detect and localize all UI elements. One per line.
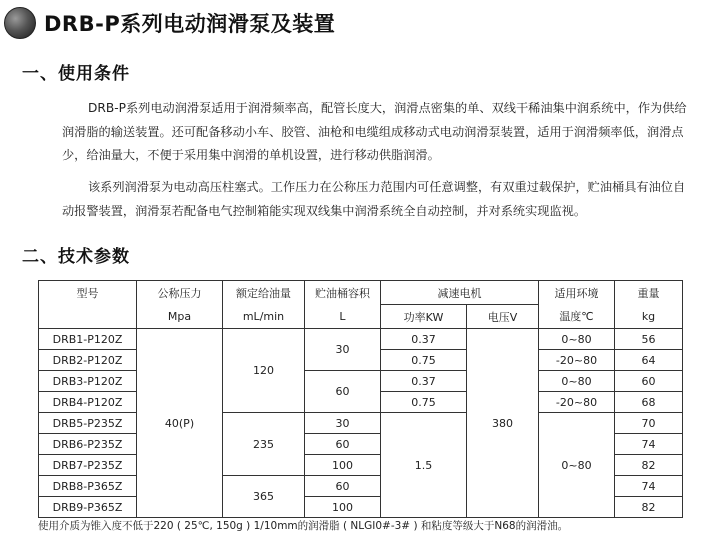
cell-weight: 74 xyxy=(615,476,683,497)
header-flow: 额定给油量 xyxy=(223,281,305,305)
spec-table xyxy=(38,280,683,518)
cell-tank: 30 xyxy=(305,413,381,434)
cell-tank: 60 xyxy=(305,371,381,413)
cell-model: DRB8-P365Z xyxy=(39,476,137,497)
cell-model: DRB1-P120Z xyxy=(39,329,137,350)
section-heading-params: 二、技术参数 xyxy=(22,247,130,267)
cell-weight: 82 xyxy=(615,455,683,476)
header-voltage: 电压V xyxy=(467,305,539,329)
cell-flow: 120 xyxy=(223,329,305,413)
header-weight: 重量 xyxy=(615,281,683,305)
cell-model: DRB2-P120Z xyxy=(39,350,137,371)
cell-temp: 0~80 xyxy=(539,413,615,518)
table-row xyxy=(39,329,683,350)
cell-weight: 70 xyxy=(615,413,683,434)
cell-weight: 82 xyxy=(615,497,683,518)
paragraph-2 xyxy=(62,176,697,223)
header-power: 功率KW xyxy=(381,305,467,329)
header-pressure: 公称压力 xyxy=(137,281,223,305)
header-tank: 贮油桶容积 xyxy=(305,281,381,305)
paragraph-1 xyxy=(62,97,697,168)
cell-flow: 235 xyxy=(223,413,305,476)
bullet-ball-icon xyxy=(4,7,36,39)
cell-model: DRB9-P365Z xyxy=(39,497,137,518)
unit-model xyxy=(39,305,137,329)
table-header-row xyxy=(39,281,683,305)
cell-power: 0.37 xyxy=(381,329,467,350)
cell-power: 0.75 xyxy=(381,392,467,413)
cell-power: 0.37 xyxy=(381,371,467,392)
paragraph-2-text: 该系列润滑泵为电动高压柱塞式。工作压力在公称压力范围内可任意调整，有双重过载保护，贮油桶具有油位自动报警装置，润滑泵若配备电气控制箱能实现双线集中润滑系统全自动控制，并对系统实现监视。 xyxy=(62,180,686,218)
paragraph-1-text: DRB-P系列电动润滑泵适用于润滑频率高，配管长度大，润滑点密集的单、双线干稀油集中润系统中，作为供给润滑脂的输送装置。还可配备移动小车、胶管、油枪和电缆组成移动式电动润滑泵装置，适用于润滑频率低，润滑点少，给油量大，不便于采用集中润滑的单机设置，进行移动供脂润滑。 xyxy=(62,101,687,162)
cell-flow: 365 xyxy=(223,476,305,518)
cell-temp: -20~80 xyxy=(539,350,615,371)
cell-weight: 60 xyxy=(615,371,683,392)
cell-voltage: 380 xyxy=(467,329,539,518)
cell-tank: 60 xyxy=(305,434,381,455)
cell-tank: 100 xyxy=(305,455,381,476)
footnote: 使用介质为锥入度不低于220 ( 25℃, 150g ) 1/10mm的润滑脂 ( NLGI0#-3# ) 和粘度等级大于N68的润滑油。 xyxy=(38,520,569,532)
unit-flow: mL/min xyxy=(223,305,305,329)
cell-temp: 0~80 xyxy=(539,329,615,350)
unit-weight: kg xyxy=(615,305,683,329)
header-motor: 减速电机 xyxy=(381,281,539,305)
cell-model: DRB7-P235Z xyxy=(39,455,137,476)
cell-tank: 30 xyxy=(305,329,381,371)
header-model: 型号 xyxy=(39,281,137,305)
table-unit-row xyxy=(39,305,683,329)
cell-power: 0.75 xyxy=(381,350,467,371)
unit-env: 温度℃ xyxy=(539,305,615,329)
cell-temp: 0~80 xyxy=(539,371,615,392)
cell-power: 1.5 xyxy=(381,413,467,518)
cell-model: DRB6-P235Z xyxy=(39,434,137,455)
cell-weight: 74 xyxy=(615,434,683,455)
cell-model: DRB3-P120Z xyxy=(39,371,137,392)
cell-model: DRB5-P235Z xyxy=(39,413,137,434)
section-heading-conditions: 一、使用条件 xyxy=(22,64,130,84)
cell-pressure: 40(P) xyxy=(137,329,223,518)
unit-tank: L xyxy=(305,305,381,329)
table-row xyxy=(39,371,683,392)
title-bar xyxy=(4,6,335,40)
table-row xyxy=(39,413,683,434)
cell-weight: 56 xyxy=(615,329,683,350)
header-env: 适用环境 xyxy=(539,281,615,305)
cell-tank: 60 xyxy=(305,476,381,497)
unit-pressure: Mpa xyxy=(137,305,223,329)
cell-model: DRB4-P120Z xyxy=(39,392,137,413)
cell-tank: 100 xyxy=(305,497,381,518)
page-title: DRB-P系列电动润滑泵及装置 xyxy=(44,12,336,36)
cell-temp: -20~80 xyxy=(539,392,615,413)
cell-weight: 64 xyxy=(615,350,683,371)
cell-weight: 68 xyxy=(615,392,683,413)
